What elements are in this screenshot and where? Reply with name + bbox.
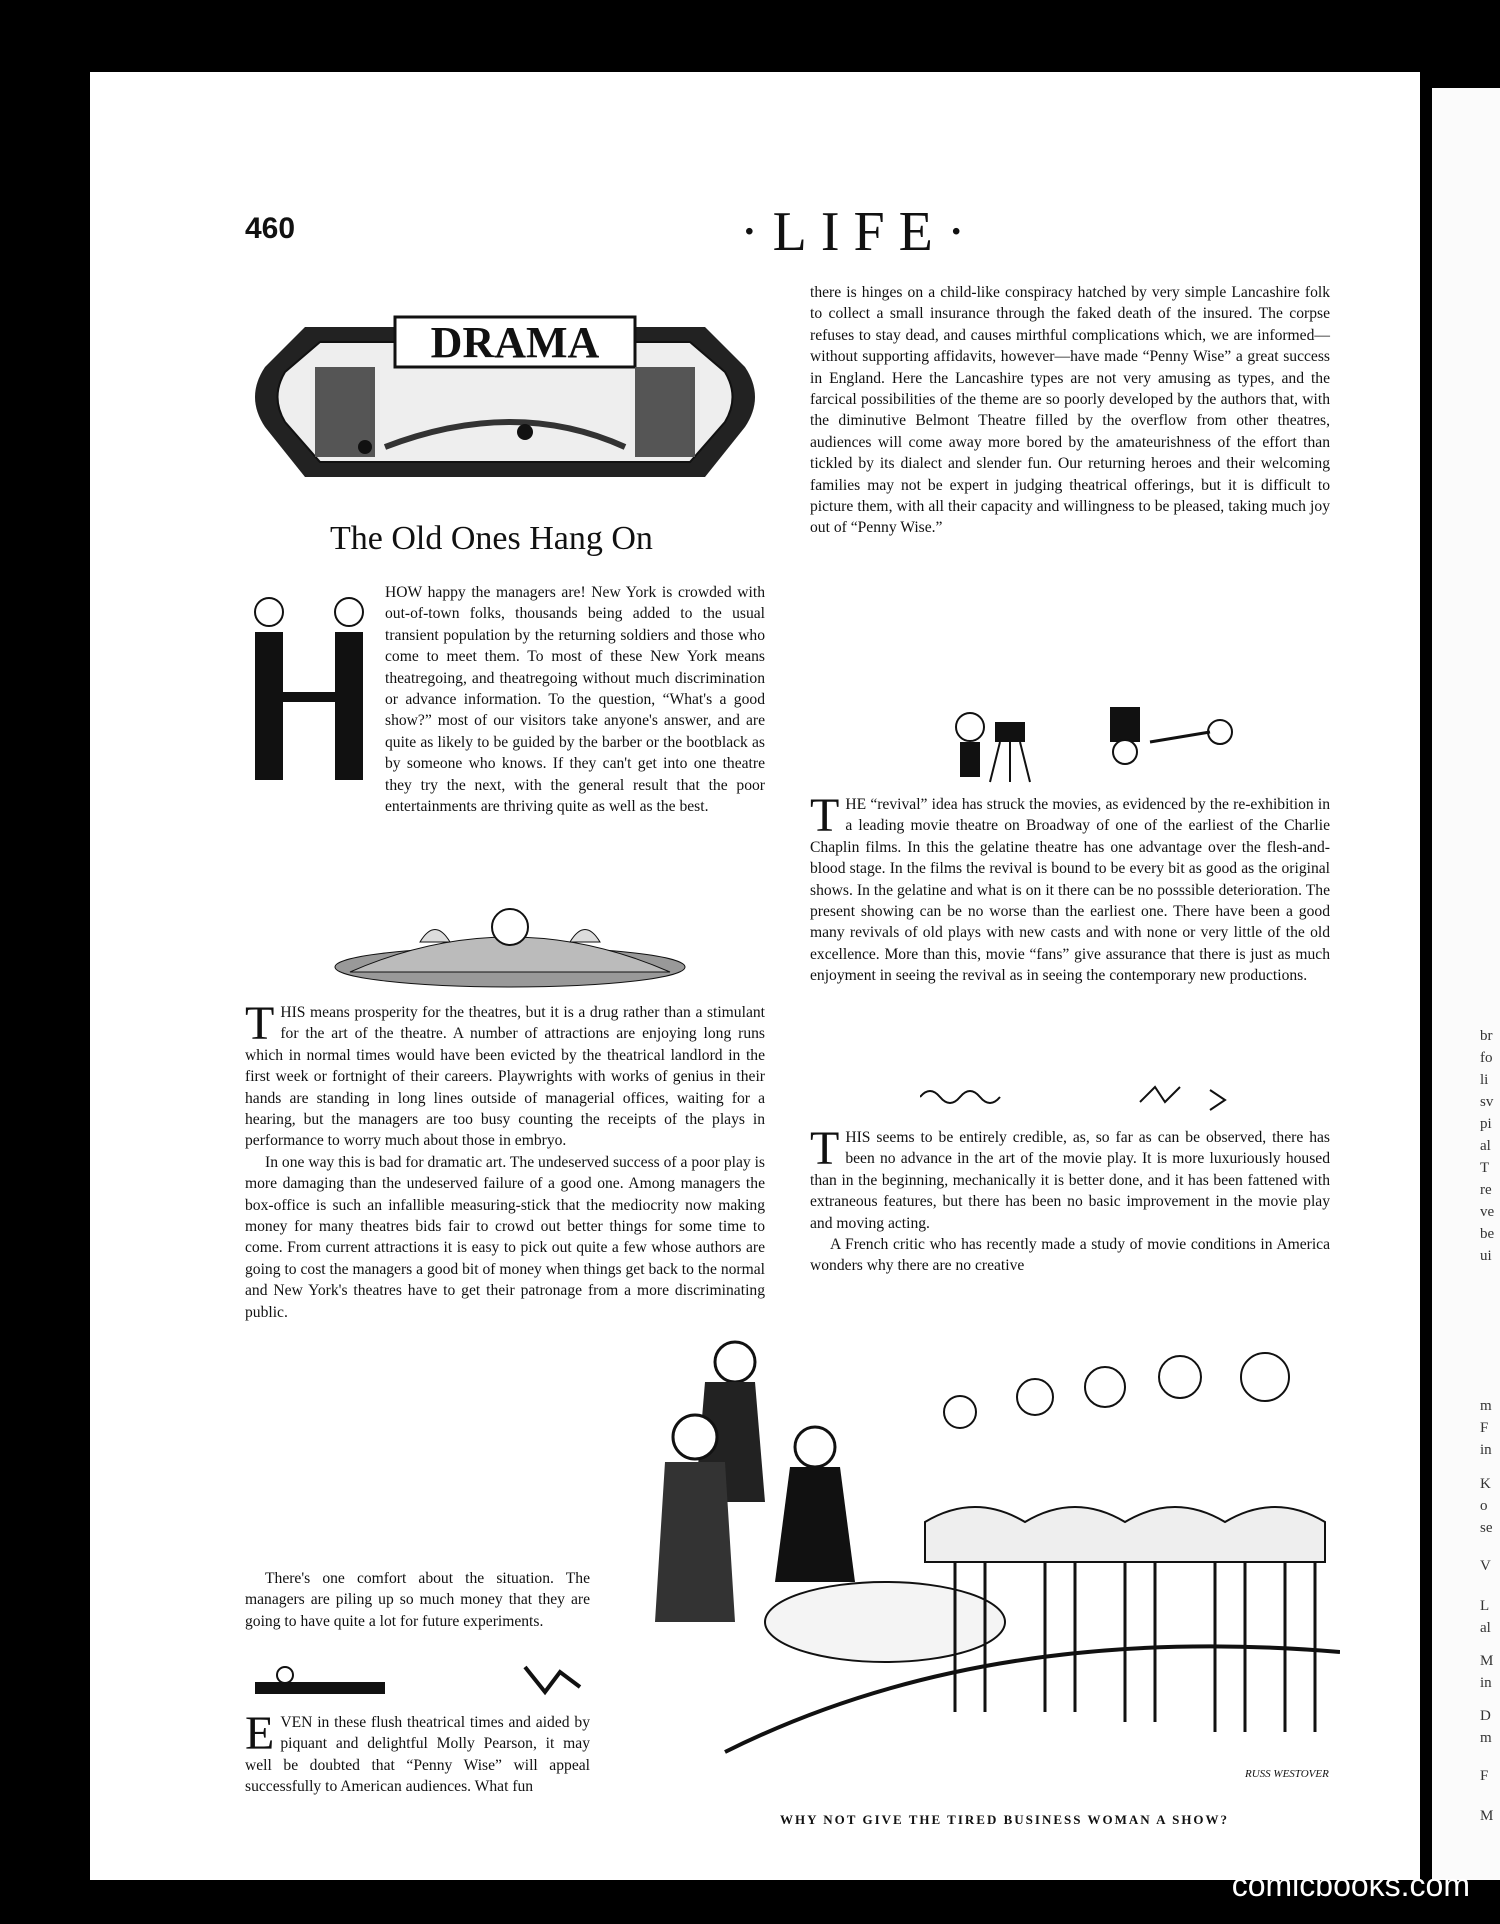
fragment: li: [1480, 1072, 1489, 1088]
fragment: ui: [1480, 1248, 1492, 1264]
paragraph-6: there is hinges on a child-like conspiracy hatched by very simple Lancashire folk to collect a small insurance through the faked death of the insured. The corpse refuses to stay dead, and causes mirthful complications which, we are informed—without supporting affidavits, however—have made “Penny Wise” a great success in England. Here the Lancashire types are not very amusing as types, and the farcical possibilities of the theme are so poorly developed by the authors that, with the diminutive Belmont Theatre filled by the overflow from other theatres, audiences will come away more bored by the amateurishness of the effort than tickled by its dialect and slender fun. Our returning heroes and their welcoming families may not be expert in judging theatrical offerings, but it is difficult to picture them, with all their capacity and willingness to be pleased, taking much joy out of “Penny Wise.”: [810, 284, 1330, 537]
right-column-top: [810, 282, 1330, 539]
fragment: M: [1480, 1653, 1494, 1669]
paragraph-3: In one way this is bad for dramatic art. The undeserved success of a poor play is more damaging than the undeserved failure of a good one. Among managers the box-office is such an infallible measuring-stick that the mediocrity now making money for many theatres bids fair to crowd out better things for some time to come. From current attractions it is easy to pick out quite a few whose authors are going to cost the managers a good bit of money when things get back to the normal and New York's theatres have to get their patronage from a more discriminating public.: [245, 1153, 765, 1321]
article-title: The Old Ones Hang On: [330, 520, 653, 557]
artist-signature: RUSS WESTOVER: [1245, 1768, 1329, 1780]
cartoon-caption: WHY NOT GIVE THE TIRED BUSINESS WOMAN A SHOW?: [780, 1812, 1230, 1827]
h-initial-illustration: [245, 582, 375, 792]
left-column-end: [245, 1707, 590, 1798]
fragment: be: [1480, 1226, 1495, 1242]
fragment: m: [1480, 1398, 1492, 1414]
fragment: br: [1480, 1028, 1493, 1044]
paragraph-7: HE “revival” idea has struck the movies, as evidenced by the re-exhibition in a leading movie theatre on Broadway of one of the earliest of the Charlie Chaplin films. In this the gelatine theatre has one advantage over the flesh-and-blood stage. In the films the revival is bound to be every bit as good as the original shows. In the gelatine and what is on it there can be no posssible deterioration. The present showing can be no worse than the earliest one. There have been a good many revivals of old plays with new casts and with none or very little of the old excellence. More than this, movie “fans” give assurance that there is just as much enjoyment in seeing the revival as in seeing the contemporary new productions.: [810, 796, 1330, 985]
fragment: fo: [1480, 1050, 1493, 1066]
site-watermark: comicbooks.com: [1231, 1867, 1470, 1903]
magazine-page: [90, 72, 1420, 1880]
fragment: sv: [1480, 1094, 1494, 1110]
fragment: K: [1480, 1476, 1491, 1492]
dropcap-e: E: [245, 1707, 275, 1760]
movie-camera-vignette: [940, 697, 1300, 792]
left-column-lower: [245, 997, 765, 1323]
fragment: o: [1480, 1498, 1488, 1514]
fragment: al: [1480, 1138, 1491, 1154]
right-column-middle: [810, 789, 1330, 987]
fragment: al: [1480, 1620, 1491, 1636]
paragraph-9: A French critic who has recently made a study of movie conditions in America wonders why there are no creative: [810, 1236, 1330, 1275]
masthead: ·LIFE·: [740, 201, 980, 263]
dropcap-t: T: [245, 997, 275, 1050]
dropcap-t2: T: [810, 789, 840, 842]
dropcap-t3: T: [810, 1122, 840, 1175]
scribble-ornament: [920, 1082, 1240, 1112]
money-pile-illustration: [330, 882, 690, 992]
fragment: F: [1480, 1420, 1489, 1436]
fragment: in: [1480, 1675, 1492, 1691]
fragment: se: [1480, 1520, 1493, 1536]
drama-banner-illustration: [245, 297, 765, 497]
fragment: T: [1480, 1160, 1490, 1176]
dropcap-h: H: [385, 584, 397, 601]
fragment: V: [1480, 1558, 1491, 1574]
left-column: [245, 582, 765, 817]
right-column-lower: [810, 1122, 1330, 1277]
tired-business-woman-cartoon: [625, 1322, 1340, 1792]
fragment: D: [1480, 1708, 1491, 1724]
fragment: in: [1480, 1442, 1492, 1458]
page-number: 460: [245, 212, 296, 245]
drama-banner-label: DRAMA: [430, 318, 600, 367]
paragraph-8: HIS seems to be entirely credible, as, so far as can be observed, there has been no advance in the art of the movie play. It is more luxuriously housed than in the beginning, mechanically it is better done, and it has been fattened with extraneous features, but there has been no basic improvement in the movie play and moving acting.: [810, 1129, 1330, 1232]
fragment: ve: [1480, 1204, 1495, 1220]
adjacent-page-edge: [1432, 88, 1500, 1880]
small-vignette-illustrations: [255, 1657, 595, 1702]
paragraph-4: There's one comfort about the situation. The managers are piling up so much money that they are going to have quite a lot for future experiments.: [245, 1570, 590, 1630]
fragment: F: [1480, 1768, 1489, 1784]
fragment: M: [1480, 1808, 1494, 1824]
paragraph-5: VEN in these flush theatrical times and aided by piquant and delightful Molly Pearson, it may well be doubted that “Penny Wise” will appeal successfully to American audiences. What fun: [245, 1714, 590, 1796]
left-column-bottom: [245, 1568, 590, 1632]
fragment: re: [1480, 1182, 1492, 1198]
fragment: m: [1480, 1730, 1492, 1746]
paragraph-1: OW happy the managers are! New York is crowded with out-of-town folks, thousands being added to the usual transient population by the returning soldiers and those who come to meet them. To most of these New York means theatregoing, and theatregoing without much discrimination or advance information. To the question, “What's a good show?” most of our visitors take anyone's answer, and are quite as likely to be guided by the barber or the bootblack as by someone who knows. If they can't get into one theatre they try the next, with the general result that the poor entertainments are thriving quite as well as the best.: [385, 584, 765, 816]
paragraph-2: HIS means prosperity for the theatres, but it is a drug rather than a stimulant for the art of the theatre. A number of attractions are enjoying long runs which in normal times would have been evicted by the theatrical landlord in the first week or fortnight of their careers. Playwrights with works of genius in their hands are standing in long lines outside of managerial offices, waiting for a hearing, but the managers are too busy counting the receipts of the plays in performance to worry much about those in embryo.: [245, 1004, 765, 1150]
fragment: pi: [1480, 1116, 1492, 1132]
fragment: L: [1480, 1598, 1490, 1614]
